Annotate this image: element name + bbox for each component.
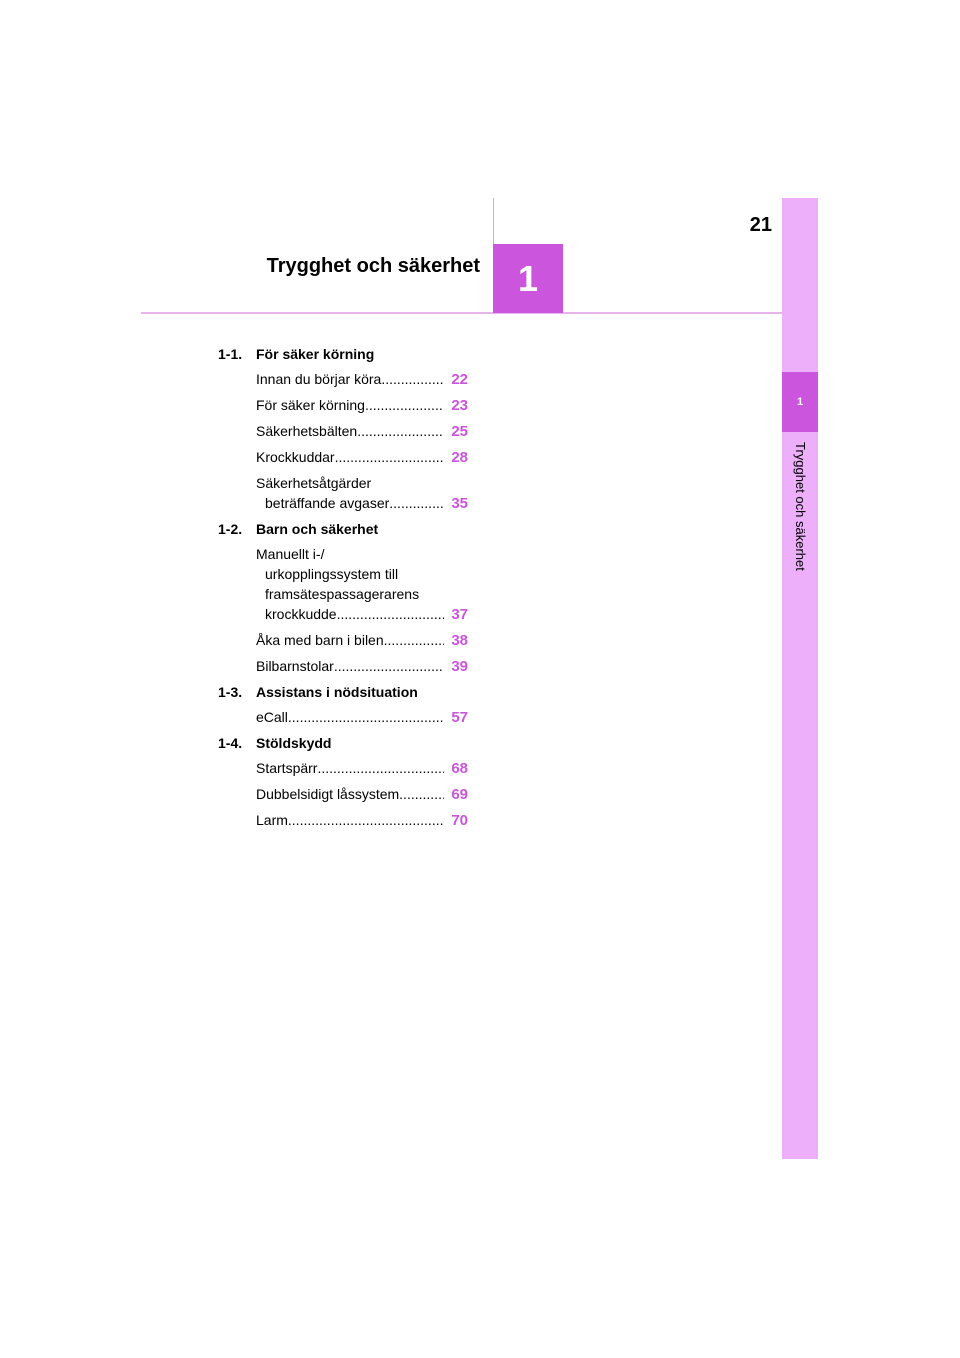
- dot-leader: [317, 758, 444, 778]
- header-divider-horizontal: [141, 312, 782, 314]
- page-link[interactable]: 25: [451, 423, 468, 440]
- page-link[interactable]: 23: [451, 397, 468, 414]
- entry-label-line: Säkerhetsåtgärder: [256, 475, 372, 491]
- page-link[interactable]: 68: [451, 760, 468, 777]
- toc-section-1-4[interactable]: [218, 733, 468, 753]
- entry-label: Krockkuddar: [256, 449, 335, 465]
- entry-label-line: framsätespassagerarens: [265, 586, 420, 602]
- toc-section-1-2[interactable]: [218, 519, 468, 539]
- toc-entry[interactable]: [256, 447, 468, 468]
- dot-leader: [335, 447, 444, 467]
- entry-label: eCall: [256, 709, 288, 725]
- page-link[interactable]: 70: [451, 812, 468, 829]
- page-link[interactable]: 35: [451, 495, 468, 512]
- section-number: 1-2.: [218, 521, 243, 537]
- toc-section-1-1[interactable]: [218, 344, 468, 364]
- toc-entry[interactable]: [256, 395, 468, 416]
- page-link[interactable]: 57: [451, 709, 468, 726]
- entry-label: Bilbarnstolar: [256, 658, 334, 674]
- page-link[interactable]: 28: [451, 449, 468, 466]
- side-index-tab[interactable]: 1: [782, 372, 818, 432]
- side-index-label: Trygghet och säkerhet: [793, 442, 808, 571]
- toc-entry[interactable]: [256, 369, 468, 390]
- page-link[interactable]: 37: [451, 606, 468, 623]
- toc-entry[interactable]: [256, 473, 468, 514]
- dot-leader: [357, 421, 444, 441]
- toc-entry[interactable]: [256, 656, 468, 677]
- dot-leader: [337, 604, 444, 624]
- chapter-number-box: 1: [493, 244, 563, 313]
- entry-label: Åka med barn i bilen: [256, 632, 384, 648]
- section-title: Assistans i nödsituation: [256, 684, 418, 700]
- dot-leader: [288, 707, 444, 727]
- dot-leader: [365, 395, 444, 415]
- entry-label-line: urkopplingssystem till: [265, 566, 399, 582]
- dot-leader: [384, 630, 444, 650]
- dot-leader: [399, 784, 444, 804]
- table-of-contents: [218, 344, 468, 836]
- entry-label: Säkerhetsbälten: [256, 423, 358, 439]
- page-link[interactable]: 38: [451, 632, 468, 649]
- dot-leader: [334, 656, 444, 676]
- page-link[interactable]: 69: [451, 786, 468, 803]
- toc-entry[interactable]: [256, 810, 468, 831]
- dot-leader: [381, 369, 444, 389]
- entry-label: beträffande avgaser: [265, 495, 390, 511]
- section-title: För säker körning: [256, 346, 375, 362]
- entry-label: Startspärr: [256, 760, 318, 776]
- page-link[interactable]: 39: [451, 658, 468, 675]
- dot-leader: [389, 493, 444, 513]
- toc-entry[interactable]: [256, 421, 468, 442]
- page-number: 21: [749, 214, 772, 236]
- entry-label: Innan du börjar köra: [256, 371, 382, 387]
- toc-section-1-3[interactable]: [218, 682, 468, 702]
- toc-entry[interactable]: [256, 758, 468, 779]
- toc-entry[interactable]: [256, 544, 468, 625]
- section-number: 1-4.: [218, 735, 243, 751]
- dot-leader: [288, 810, 444, 830]
- side-index-strip: [782, 198, 818, 1159]
- toc-entry[interactable]: [256, 707, 468, 728]
- section-title: Stöldskydd: [256, 735, 332, 751]
- section-number: 1-3.: [218, 684, 243, 700]
- section-number: 1-1.: [218, 346, 243, 362]
- entry-label: krockkudde: [265, 606, 337, 622]
- page-link[interactable]: 22: [451, 371, 468, 388]
- entry-label-line: Manuellt i-/: [256, 546, 325, 562]
- chapter-title: Trygghet och säkerhet: [266, 255, 480, 277]
- entry-label: Larm: [256, 812, 288, 828]
- toc-entry[interactable]: [256, 784, 468, 805]
- toc-entry[interactable]: [256, 630, 468, 651]
- section-title: Barn och säkerhet: [256, 521, 379, 537]
- entry-label: För säker körning: [256, 397, 365, 413]
- entry-label: Dubbelsidigt låssystem: [256, 786, 400, 802]
